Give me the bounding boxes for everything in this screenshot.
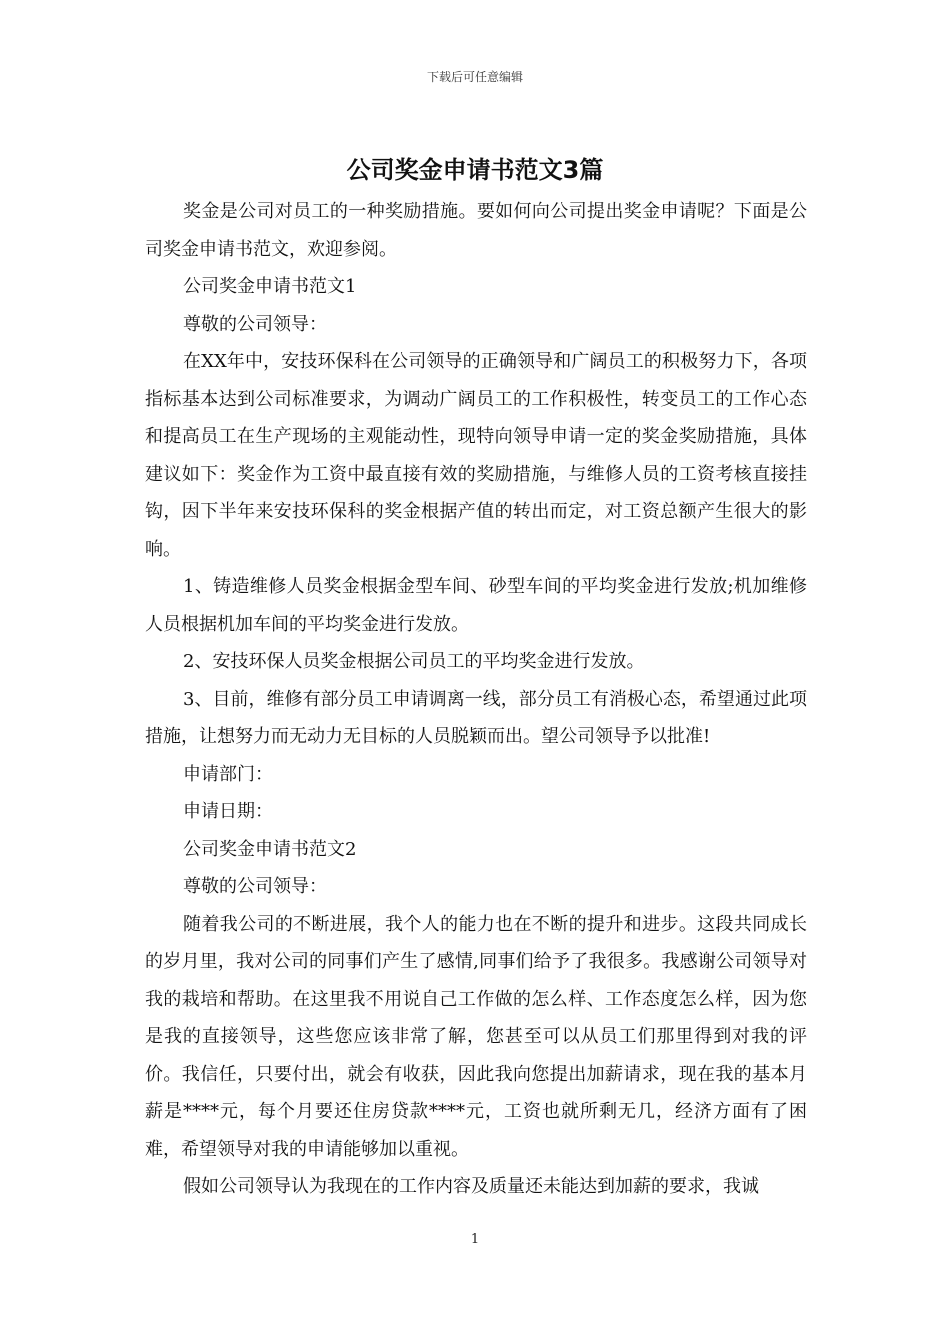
section-heading-1: 公司奖金申请书范文1 (183, 276, 357, 297)
application-date: 申请日期： (183, 801, 273, 822)
page-number: 1 (470, 1232, 480, 1247)
list-item-1: 1、铸造维修人员奖金根据金型车间、砂型车间的平均奖金进行发放;机加维修人员根据机加车间的平均奖金进行发放。 (145, 576, 807, 635)
header-note: 下载后可任意编辑 (426, 70, 523, 84)
paragraph-body-1: 在XX年中，安技环保科在公司领导的正确领导和广阔员工的积极努力下，各项指标基本达到公司标准要求，为调动广阔员工的工作积极性，转变员工的工作心态和提高员工在生产现场的主观能动性，现特向领导申请一定的奖金奖励措施，具体建议如下：奖金作为工资中最直接有效的奖励措施，与维修人员的工资考核直接挂钩，因下半年来安技环保科的奖金根据产值的转出而定，对工资总额产生很大的影响。 (145, 351, 807, 560)
page-title: 公司奖金申请书范文3篇 (346, 156, 604, 184)
paragraph-intro: 奖金是公司对员工的一种奖励措施。要如何向公司提出奖金申请呢？下面是公司奖金申请书范文，欢迎参阅。 (145, 201, 807, 260)
salutation-2: 尊敬的公司领导： (183, 876, 327, 897)
paragraph-body-3: 假如公司领导认为我现在的工作内容及质量还未能达到加薪的要求，我诚 (183, 1176, 759, 1197)
section-heading-2: 公司奖金申请书范文2 (183, 838, 357, 860)
list-item-3: 3、目前，维修有部分员工申请调离一线，部分员工有消极心态，希望通过此项措施，让想努力而无动力无目标的人员脱颖而出。望公司领导予以批准! (145, 688, 807, 747)
list-item-2: 2、安技环保人员奖金根据公司员工的平均奖金进行发放。 (183, 651, 645, 672)
salutation-1: 尊敬的公司领导： (183, 313, 327, 335)
applicant-department: 申请部门： (183, 763, 273, 785)
document-body (145, 193, 807, 1206)
paragraph-body-2: 随着我公司的不断进展，我个人的能力也在不断的提升和进步。这段共同成长的岁月里，我对公司的同事们产生了感情,同事们给予了我很多。我感谢公司领导对我的栽培和帮助。在这里我不用说自己工作做的怎么样、工作态度怎么样，因为您是我的直接领导，这些您应该非常了解，您甚至可以从员工们那里得到对我的评价。我信任，只要付出，就会有收获，因此我向您提出加薪请求，现在我的基本月薪是****元，每个月要还住房贷款****元，工资也就所剩无几，经济方面有了困难，希望领导对我的申请能够加以重视。 (145, 913, 807, 1160)
